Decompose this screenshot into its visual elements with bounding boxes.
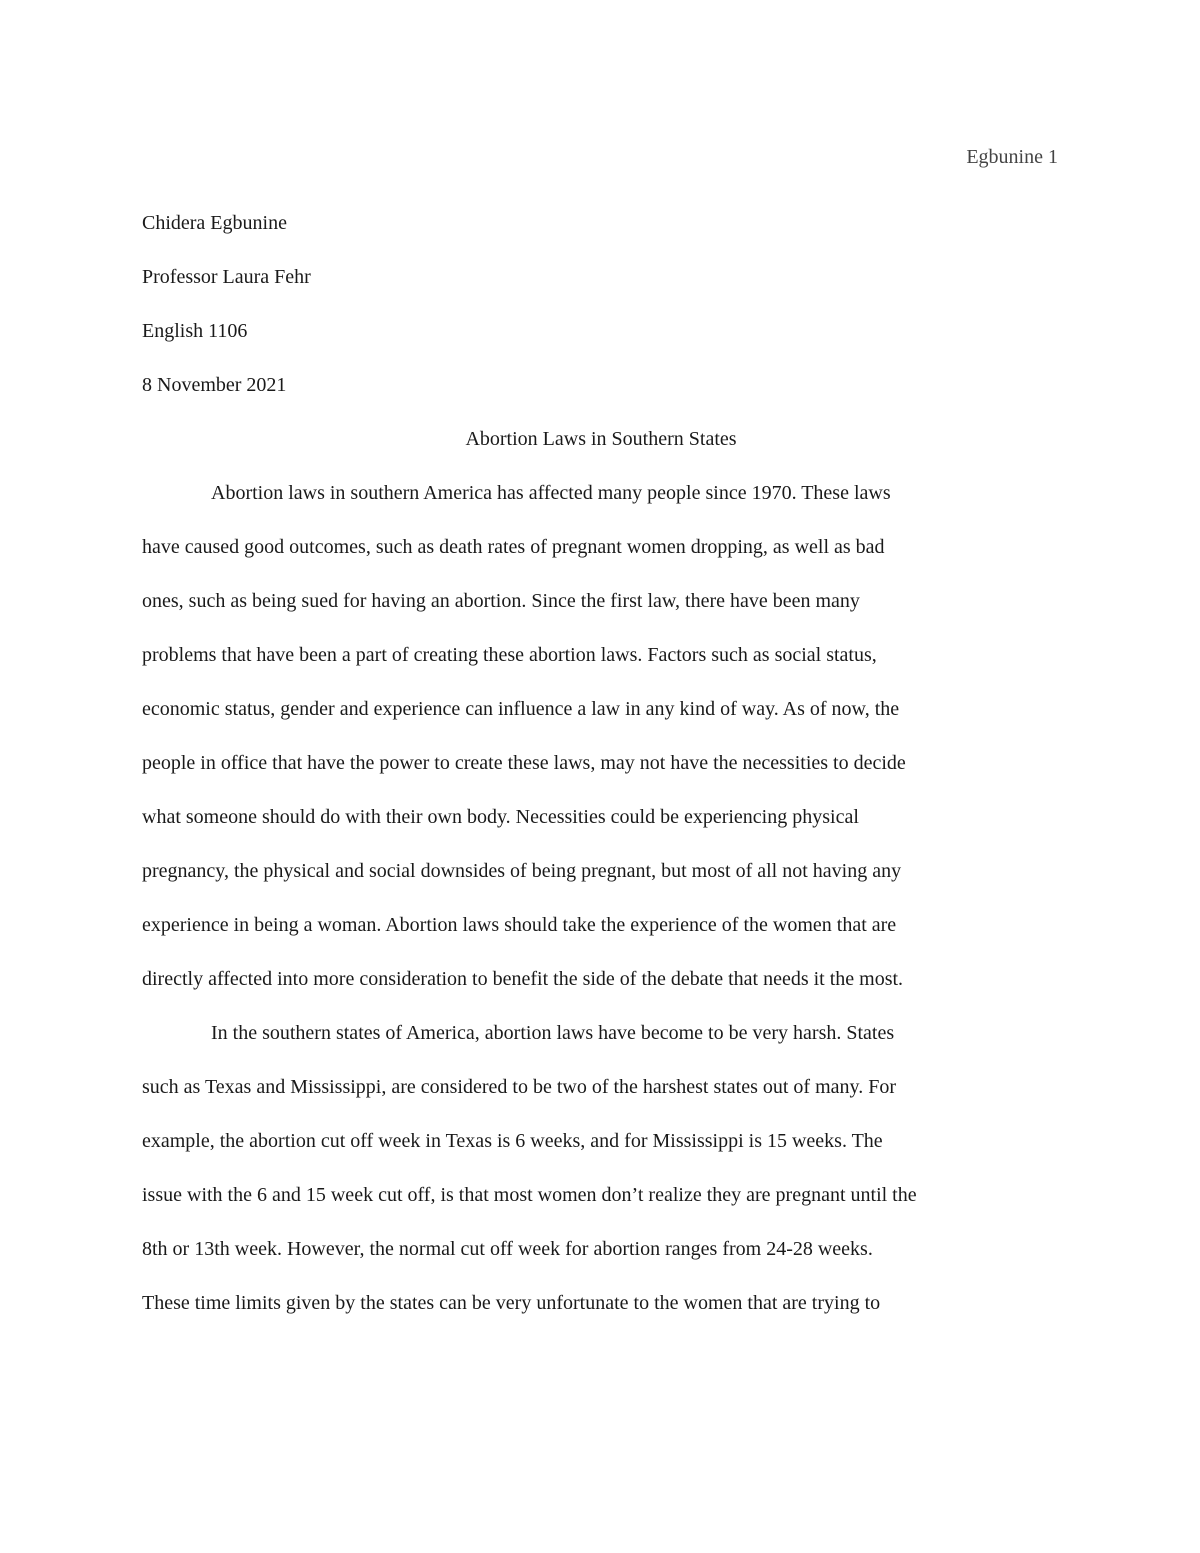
paragraph-line: 8th or 13th week. However, the normal cut off week for abortion ranges from 24-28 weeks. (142, 1238, 873, 1260)
running-head: Egbunine 1 (966, 146, 1058, 168)
paragraph-line: These time limits given by the states can be very unfortunate to the women that are trying to (142, 1292, 881, 1314)
paragraph-line: directly affected into more consideration to benefit the side of the debate that needs it the most. (142, 968, 904, 990)
paragraph-line: Abortion laws in southern America has affected many people since 1970. These laws (211, 482, 891, 504)
paragraph-line: experience in being a woman. Abortion laws should take the experience of the women that are (142, 914, 897, 936)
course-name: English 1106 (142, 320, 248, 342)
essay-title: Abortion Laws in Southern States (465, 428, 737, 450)
paragraph-line: issue with the 6 and 15 week cut off, is that most women don’t realize they are pregnant until the (142, 1184, 917, 1206)
paragraph-line: economic status, gender and experience can influence a law in any kind of way. As of now, the (142, 698, 900, 720)
paragraph-line: ones, such as being sued for having an abortion. Since the first law, there have been many (142, 590, 860, 612)
paragraph-1 (142, 466, 1060, 1006)
paragraph-line: what someone should do with their own body. Necessities could be experiencing physical (142, 806, 859, 828)
paragraph-line: such as Texas and Mississippi, are considered to be two of the harshest states out of many. For (142, 1076, 897, 1098)
student-name: Chidera Egbunine (142, 212, 287, 234)
paragraph-line: problems that have been a part of creating these abortion laws. Factors such as social status, (142, 644, 877, 666)
essay-date: 8 November 2021 (142, 374, 287, 396)
paragraph-2 (142, 1006, 1060, 1330)
paragraph-line: have caused good outcomes, such as death rates of pregnant women dropping, as well as bad (142, 536, 885, 558)
professor-name: Professor Laura Fehr (142, 266, 311, 288)
document-body (142, 196, 1060, 1330)
paragraph-line: In the southern states of America, abortion laws have become to be very harsh. States (211, 1022, 895, 1044)
paragraph-line: people in office that have the power to create these laws, may not have the necessities to decide (142, 752, 906, 774)
paragraph-line: pregnancy, the physical and social downsides of being pregnant, but most of all not having any (142, 860, 902, 882)
paragraph-line: example, the abortion cut off week in Texas is 6 weeks, and for Mississippi is 15 weeks. The (142, 1130, 883, 1152)
